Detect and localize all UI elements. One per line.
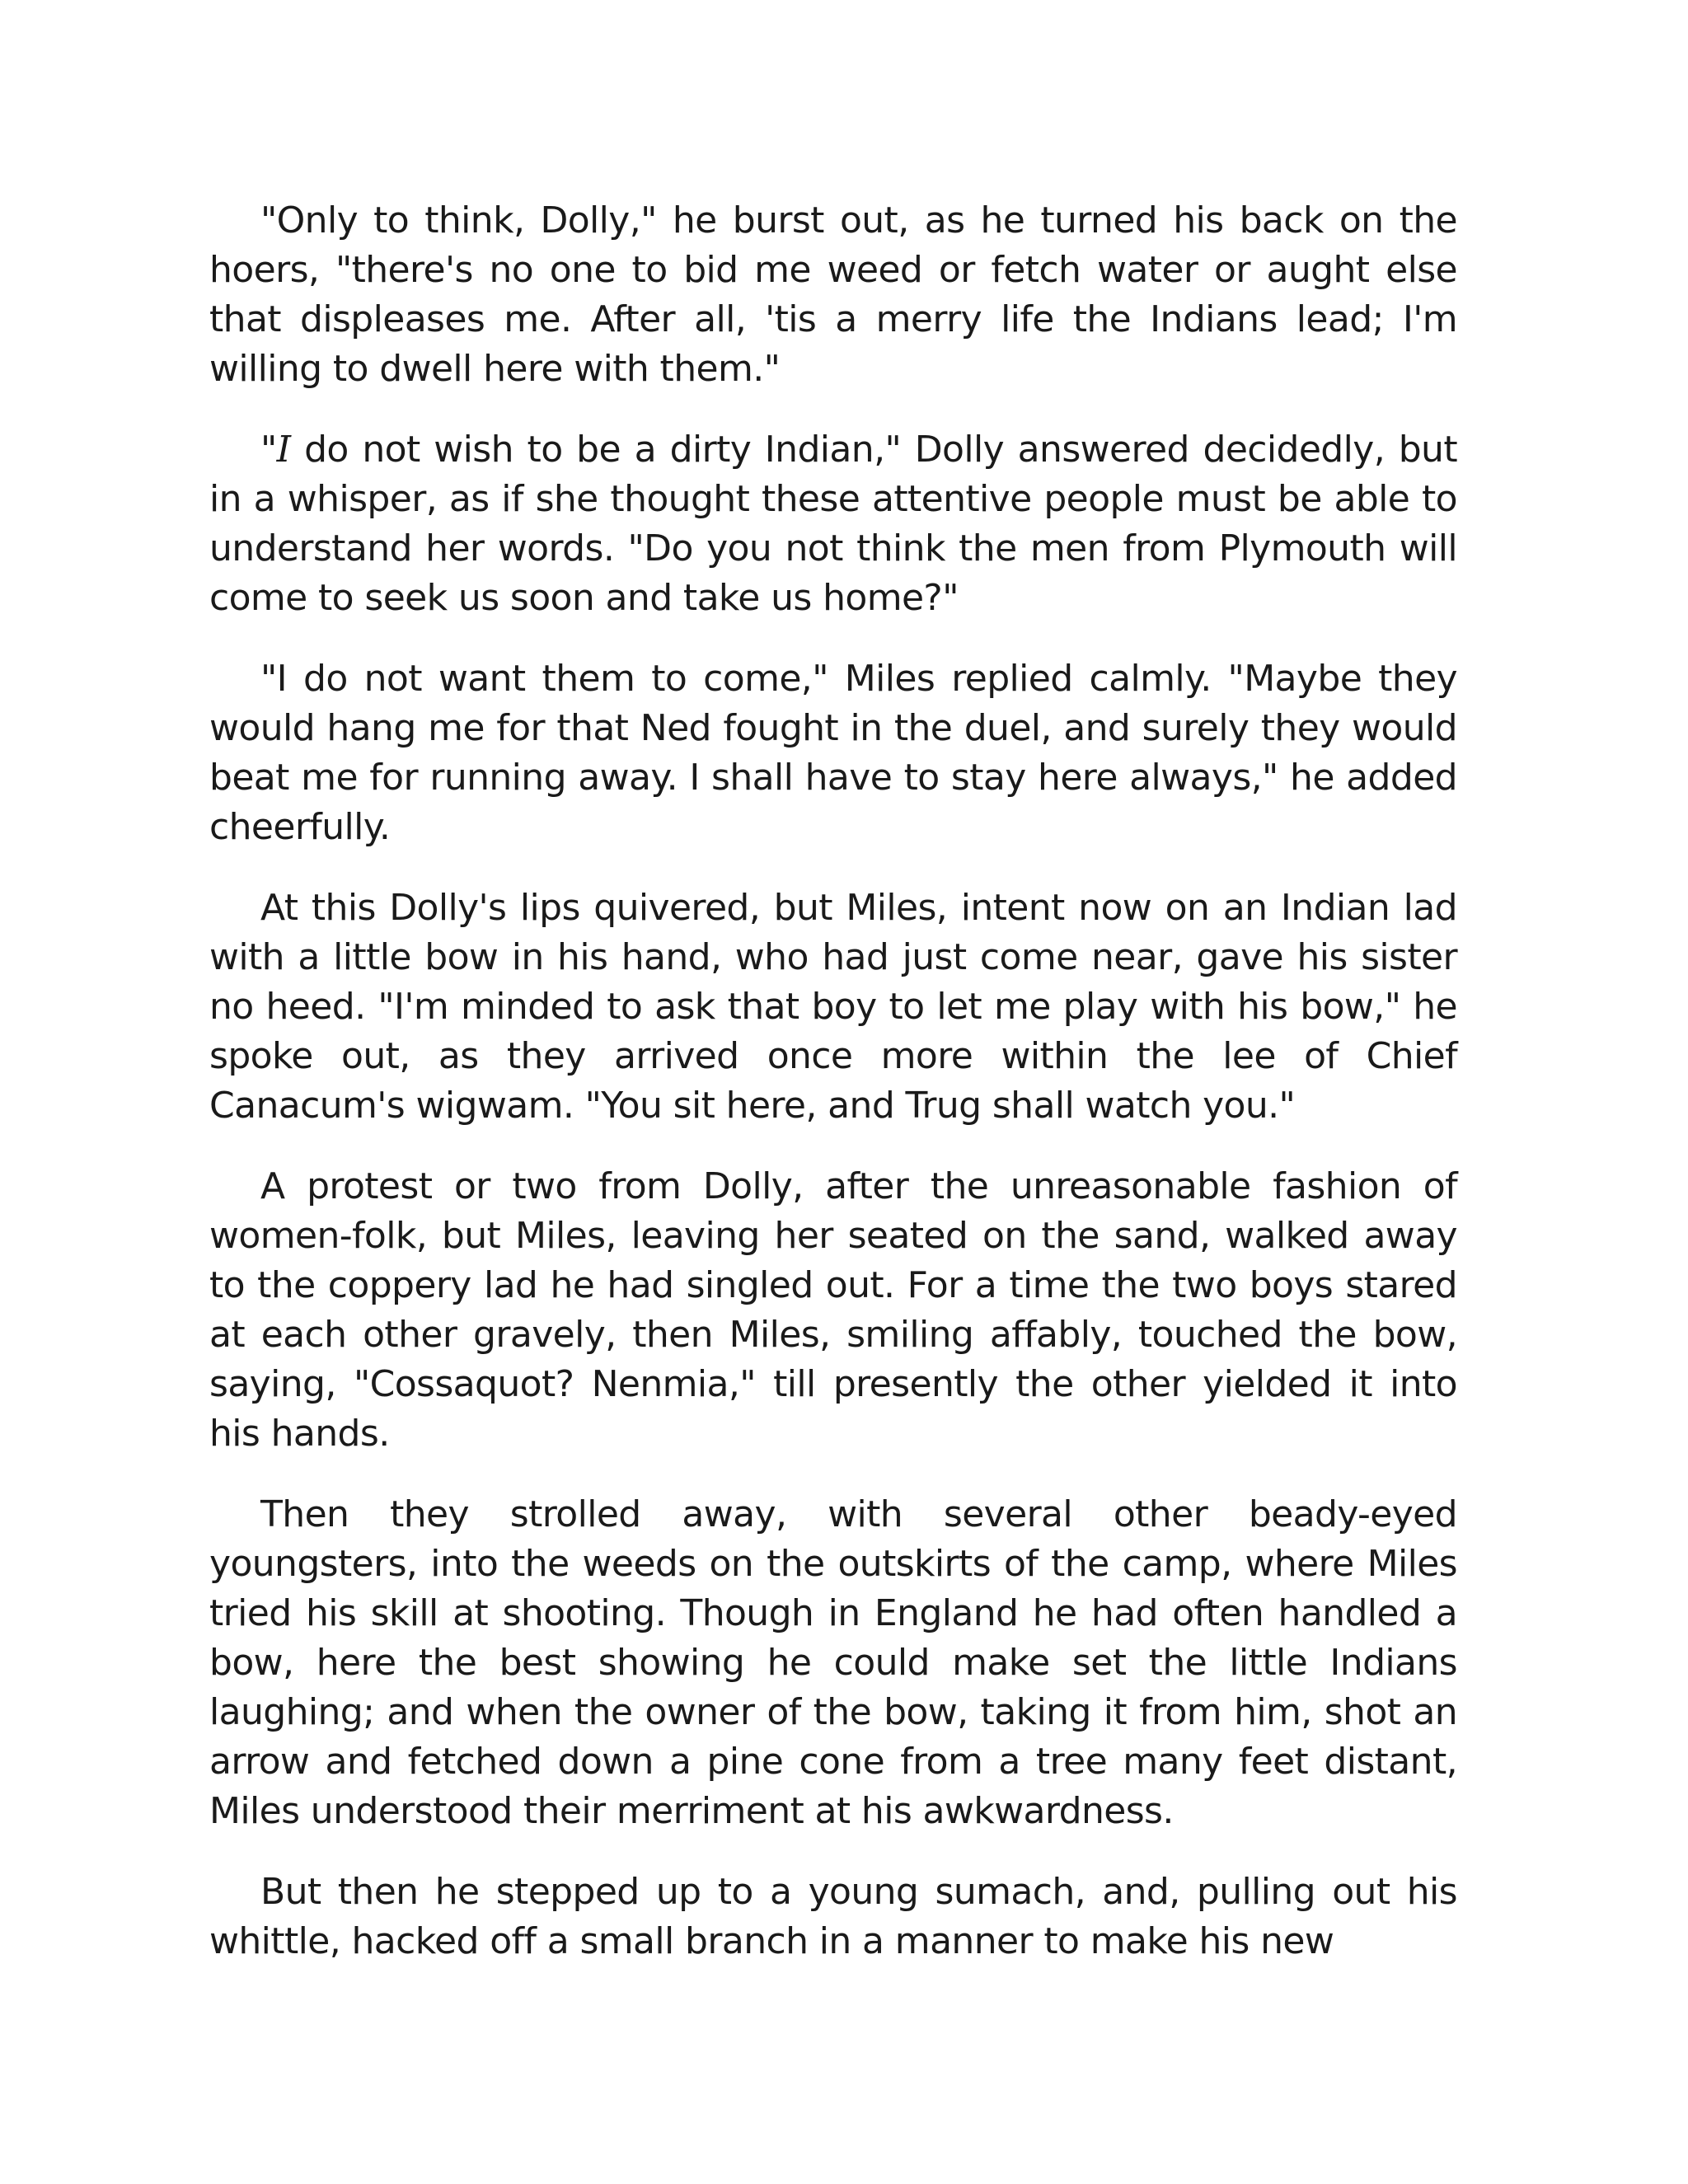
- page-body-text: [209, 196, 1457, 1966]
- paragraph-7: But then he stepped up to a young sumach, and, pulling out his whittle, hacked off a small branch in a manner to make his new: [209, 1871, 1457, 1962]
- paragraph-2-open-quote: ": [260, 429, 277, 471]
- paragraph-5: A protest or two from Dolly, after the unreasonable fashion of women-folk, but Miles, leaving her seated on the sand, walked away to the coppery lad he had singled out. For a time the two boys stared at each other gravely, then Miles, smiling affably, touched the bow, saying, "Cossaquot? Nenmia," till presently the other yielded it into his hands.: [209, 1165, 1457, 1455]
- paragraph-1: "Only to think, Dolly," he burst out, as he turned his back on the hoers, "there's no one to bid me weed or fetch water or aught else that displeases me. After all, 'tis a merry life the Indians lead; I'm willing to dwell here with them.": [209, 199, 1457, 390]
- paragraph-6: Then they strolled away, with several other beady-eyed youngsters, into the weeds on the outskirts of the camp, where Miles tried his skill at shooting. Though in England he had often handled a bow, here the best showing he could make set the little Indians laughing; and when the owner of the bow, taking it from him, shot an arrow and fetched down a pine cone from a tree many feet distant, Miles understood their merriment at his awkwardness.: [209, 1493, 1457, 1832]
- paragraph-2-rest: do not wish to be a dirty Indian," Dolly answered decidedly, but in a whisper, as if she thought these attentive people must be able to understand her words. "Do you not think the men from Plymouth will come to seek us soon and take us home?": [209, 429, 1457, 619]
- paragraph-2: [209, 425, 1457, 623]
- paragraph-4: At this Dolly's lips quivered, but Miles, intent now on an Indian lad with a little bow in his hand, who had just come near, gave his sister no heed. "I'm minded to ask that boy to let me play with his bow," he spoke out, as they arrived once more within the lee of Chief Canacum's wigwam. "You sit here, and Trug shall watch you.": [209, 887, 1457, 1127]
- paragraph-3: "I do not want them to come," Miles replied calmly. "Maybe they would hang me for that Ned fought in the duel, and surely they would beat me for running away. I shall have to stay here always," he added cheerfully.: [209, 658, 1457, 848]
- paragraph-2-emphasis: I: [276, 429, 291, 471]
